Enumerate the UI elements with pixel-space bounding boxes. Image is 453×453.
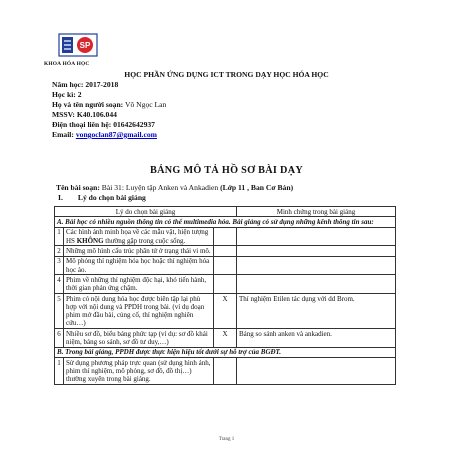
evidence-cell (237, 275, 396, 294)
lesson-class: (Lớp 11 , Ban Cơ Bản) (220, 183, 294, 192)
reason-text: Mô phỏng thí nghiệm hóa học hoặc thí nghiệm hóa học ảo. (66, 257, 210, 274)
reason-text: Phim có nội dung hóa học được biên tập lại phù hợp với nội dung và PPDH trong bài. (ví dụ đoạn phim mở đầu bài, củng cố, thí nghiệm nghiên cứu…) (66, 294, 205, 328)
table-header-row (55, 207, 396, 217)
selection-mark (214, 357, 237, 384)
column-header-evidence: Minh chứng trong bài giảng (237, 207, 396, 217)
evidence-cell (237, 357, 396, 384)
table-row (55, 246, 396, 256)
semester-line (52, 90, 82, 99)
reason-text: Sử dụng phương pháp trực quan (sử dụng hình ảnh, phim thí nghiệm, mô phỏng, sơ đồ, đồ thị…) thường xuyên trong bài giảng. (66, 358, 211, 383)
table-section-heading (55, 217, 396, 227)
reason-cell (64, 275, 214, 294)
section-title: Lý do chọn bài giảng (77, 193, 146, 202)
row-number: 5 (55, 293, 64, 328)
student-id-line (52, 110, 117, 119)
page-number: Trang 1 (218, 437, 235, 442)
reason-cell (64, 256, 214, 275)
year-line (52, 80, 118, 89)
reason-text: Những mô hình cấu trúc phân tử ở trạng thái vi mô. (66, 246, 211, 255)
email-line (52, 130, 157, 139)
reason-text: Nhiều sơ đồ, biểu bảng phức tạp (ví dụ: sơ đồ khái niệm, bảng so sánh, sơ đồ tư duy,…) (66, 329, 208, 346)
reasons-table (54, 206, 396, 385)
selection-mark: X (214, 328, 237, 347)
reason-cell (64, 227, 214, 246)
section-heading-text: A. Bài học có nhiều nguồn thông tin có thể multimedia hóa. Bài giảng có sử dụng những kênh thông tin sau: (55, 217, 396, 227)
email-label: Email: (52, 130, 74, 139)
table-row (55, 256, 396, 275)
university-logo (58, 33, 98, 57)
column-header-reason: Lý do chọn bài giảng (55, 207, 237, 217)
selection-mark (214, 227, 237, 246)
lesson-line (56, 183, 293, 192)
lesson-name: Bài 31: Luyện tập Anken và Ankadien (101, 183, 219, 192)
row-number: 1 (55, 357, 64, 384)
reason-text: Phim về những thí nghiệm độc hại, khó tiến hành, thời gian phản ứng chậm. (66, 275, 207, 293)
lesson-label: Tên bài soạn: (56, 183, 100, 192)
selection-mark (214, 246, 237, 256)
year-label: Năm học: (52, 80, 84, 89)
student-id-value: K40.106.044 (76, 110, 117, 119)
table-row (55, 293, 396, 328)
evidence-cell (237, 256, 396, 275)
table-row (55, 227, 396, 246)
row-number: 2 (55, 246, 64, 256)
course-title: HỌC PHẦN ỨNG DỤNG ICT TRONG DẠY HỌC HÓA HỌC (124, 70, 329, 79)
selection-mark (214, 275, 237, 294)
selection-mark: X (214, 293, 237, 328)
semester-value: 2 (77, 90, 82, 99)
evidence-cell: Bảng so sánh anken và ankadien. (237, 328, 396, 347)
section-heading (58, 193, 146, 202)
reason-text-end: thường gặp trong cuộc sống. (103, 236, 186, 245)
table-row (55, 328, 396, 347)
author-value: Võ Ngọc Lan (124, 100, 167, 109)
evidence-cell (237, 246, 396, 256)
author-line (52, 100, 166, 109)
evidence-cell (237, 227, 396, 246)
row-number: 6 (55, 328, 64, 347)
year-value: 2017-2018 (85, 80, 119, 89)
row-number: 3 (55, 256, 64, 275)
phone-line (52, 120, 155, 129)
reason-cell (64, 328, 214, 347)
phone-label: Điện thoại liên hệ: (52, 120, 112, 129)
phone-value: 01642642937 (113, 120, 155, 129)
document-title: BẢNG MÔ TẢ HỒ SƠ BÀI DẠY (149, 165, 304, 176)
reason-cell (64, 357, 214, 384)
table-section-heading (55, 347, 396, 357)
table-row (55, 275, 396, 294)
selection-mark (214, 256, 237, 275)
section-heading-text: B. Trong bài giảng, PPDH được thực hiện hiệu tốt dưới sự hỗ trợ của BGĐT. (55, 347, 396, 357)
reason-emphasis: KHÔNG (76, 236, 104, 245)
author-label: Họ và tên người soạn: (52, 100, 124, 109)
faculty-name: KHOA HÓA HỌC (44, 61, 90, 67)
section-number: I. (58, 193, 63, 202)
evidence-cell: Thí nghiệm Etilen tác dụng với dd Brom. (237, 293, 396, 328)
row-number: 4 (55, 275, 64, 294)
reason-text: Các hình ảnh minh họa về các mẫu vật, hiện tượng HS (66, 228, 209, 245)
table-row (55, 357, 396, 384)
svg-text:SP: SP (79, 41, 91, 50)
reason-cell (64, 246, 214, 256)
row-number: 1 (55, 227, 64, 246)
reason-cell (64, 293, 214, 328)
semester-label: Học kì: (52, 90, 76, 99)
student-id-label: MSSV: (52, 110, 75, 119)
email-link[interactable]: vongoclan87@gmail.com (75, 130, 157, 139)
